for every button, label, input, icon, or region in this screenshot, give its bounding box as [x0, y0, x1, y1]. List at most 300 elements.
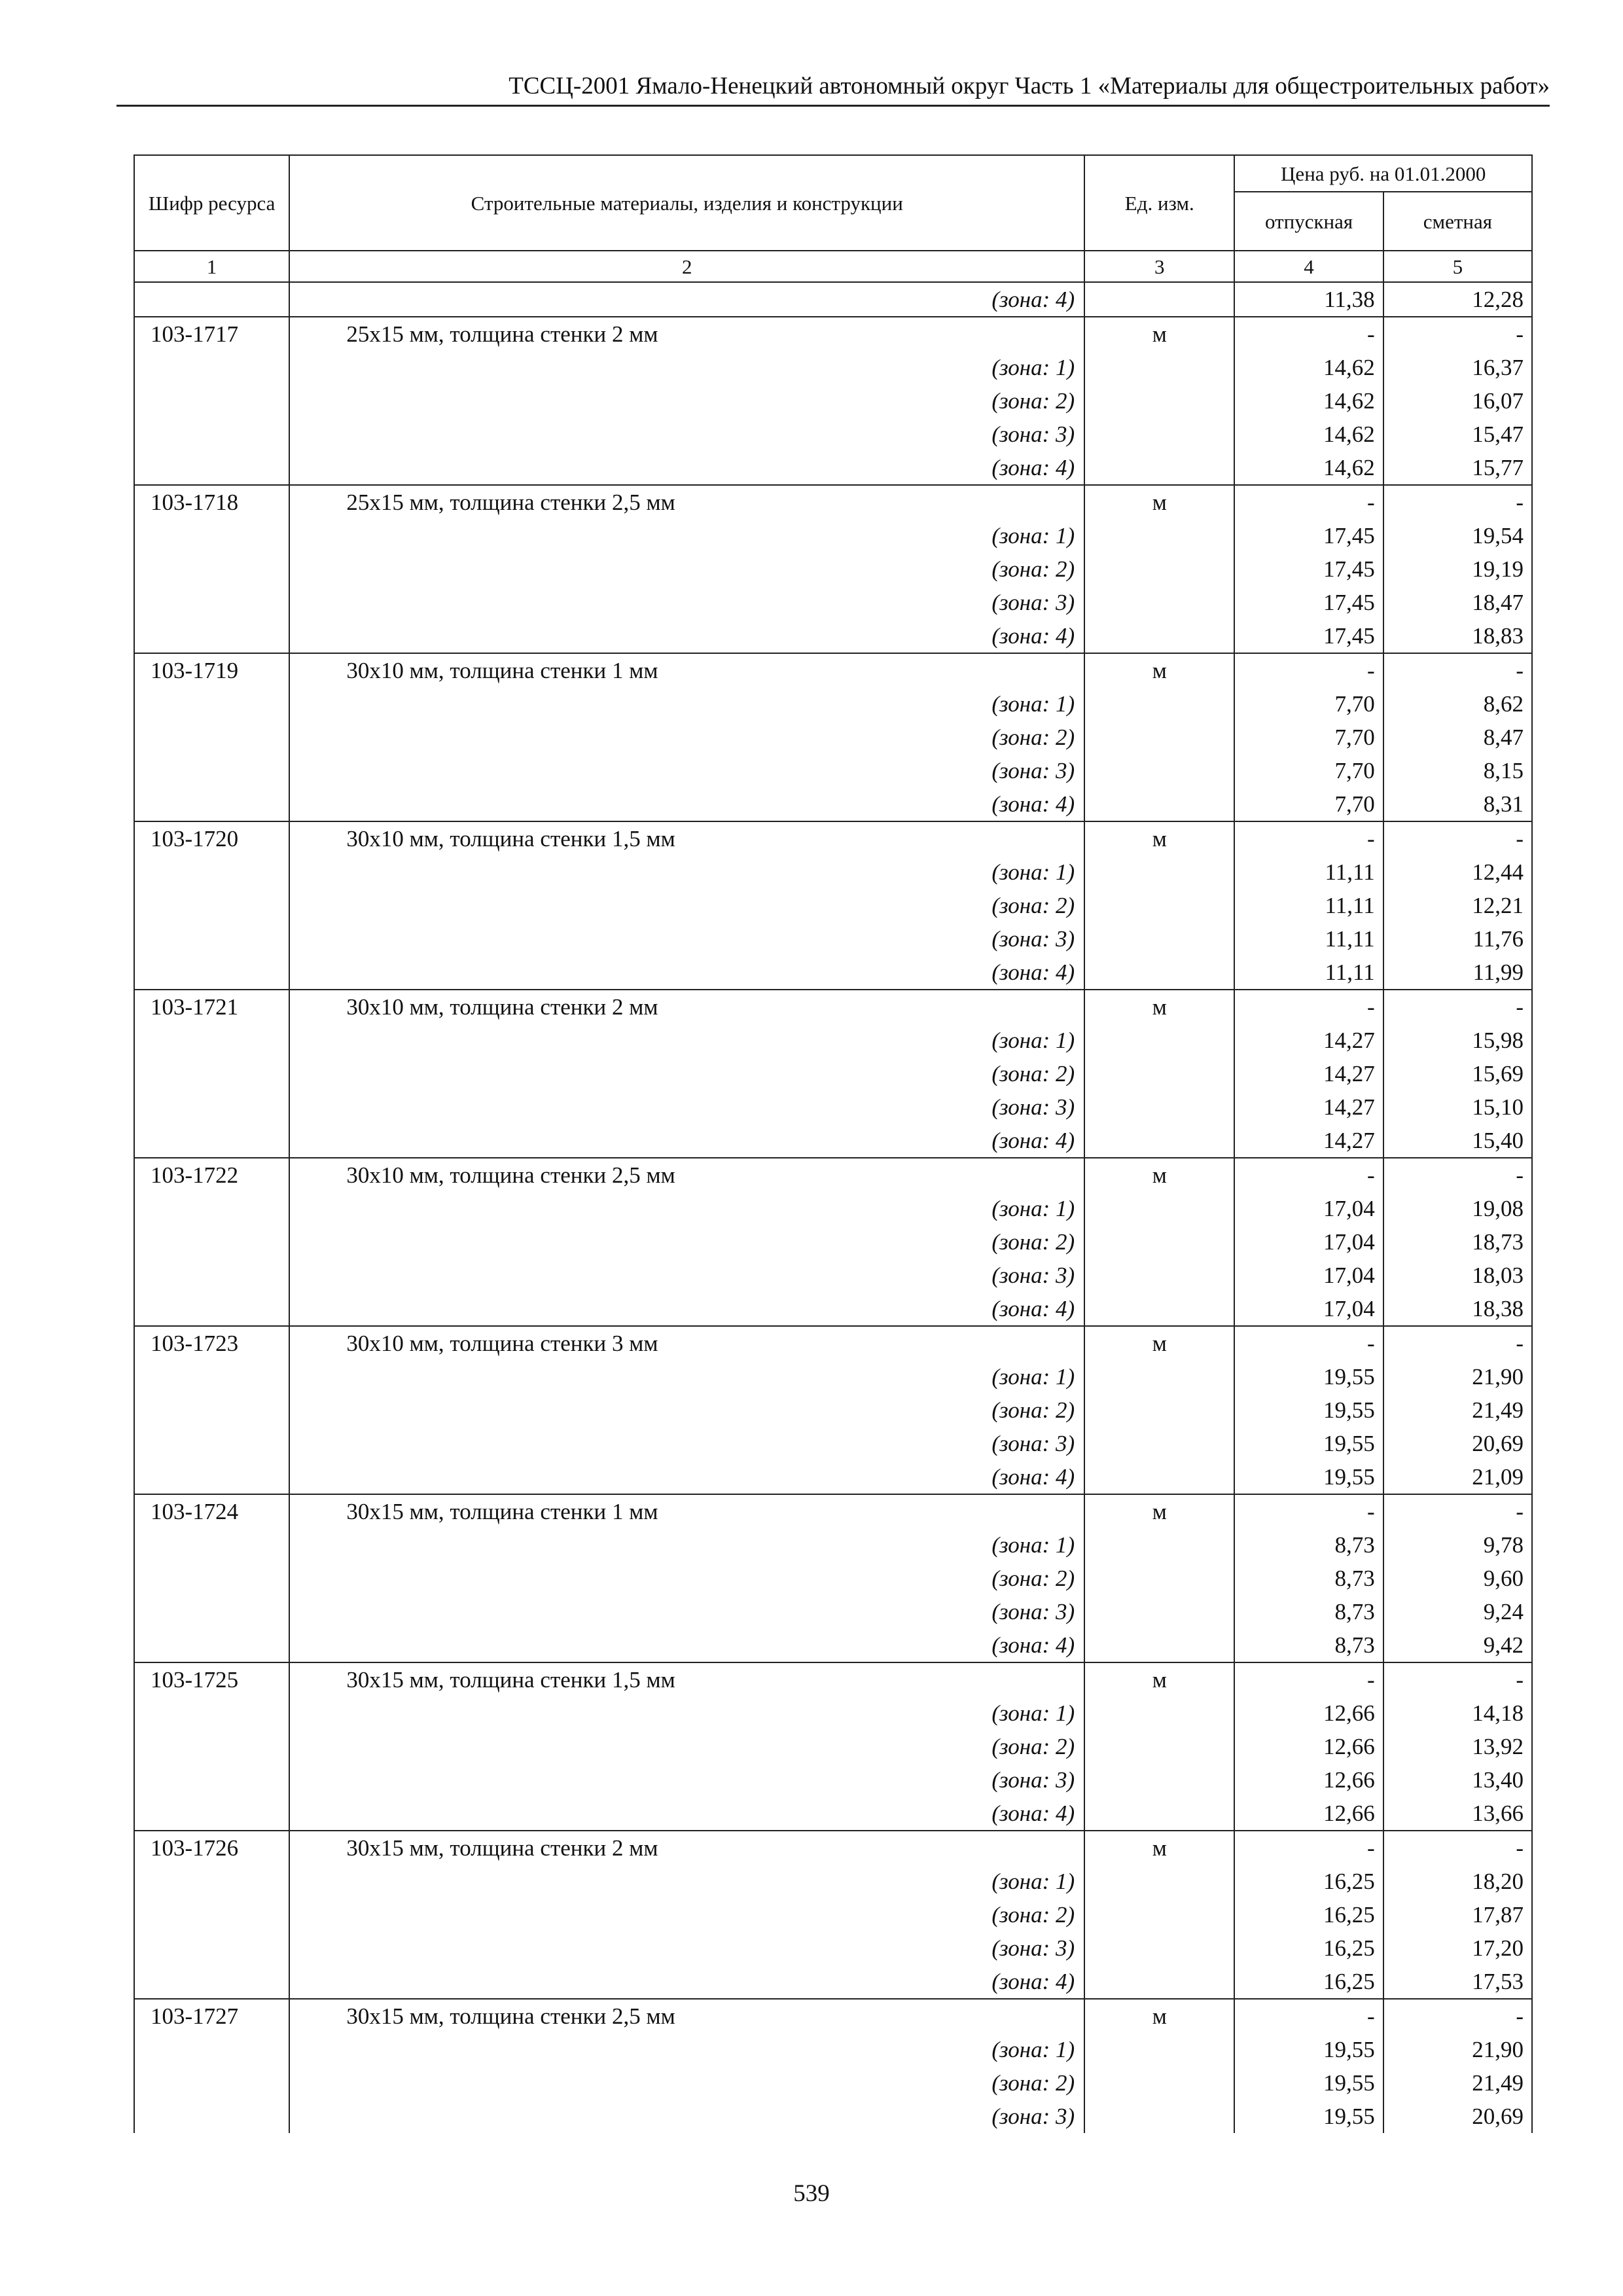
column-header-release: отпускная: [1234, 192, 1383, 251]
release-price: 8,73: [1234, 1628, 1383, 1662]
estimate-price: 19,54: [1383, 519, 1532, 552]
empty-cell: [1084, 1528, 1234, 1562]
unit-of-measure: м: [1084, 1158, 1234, 1192]
zone-row: [134, 586, 1532, 619]
empty-cell: [1084, 586, 1234, 619]
estimate-price: 9,78: [1383, 1528, 1532, 1562]
release-price: 11,38: [1234, 282, 1383, 317]
release-price: 8,73: [1234, 1562, 1383, 1595]
empty-cell: [1084, 1024, 1234, 1057]
estimate-price: -: [1383, 317, 1532, 351]
release-price: -: [1234, 1662, 1383, 1696]
empty-cell: [134, 1797, 289, 1831]
resource-row: [134, 485, 1532, 519]
estimate-price: 21,90: [1383, 1360, 1532, 1393]
release-price: 14,62: [1234, 451, 1383, 485]
empty-cell: [134, 1393, 289, 1427]
zone-label: (зона: 2): [289, 889, 1084, 922]
zone-row: [134, 2100, 1532, 2133]
resource-code: 103-1721: [134, 990, 289, 1024]
zone-row: [134, 1360, 1532, 1393]
zone-row: [134, 1696, 1532, 1730]
resource-row: [134, 653, 1532, 687]
estimate-price: 15,77: [1383, 451, 1532, 485]
zone-row: [134, 1898, 1532, 1931]
release-price: 7,70: [1234, 721, 1383, 754]
table-body: [134, 282, 1532, 2133]
resource-row: [134, 1158, 1532, 1192]
zone-row: [134, 1427, 1532, 1460]
zone-label: (зона: 4): [289, 451, 1084, 485]
zone-row: [134, 721, 1532, 754]
resource-code: 103-1719: [134, 653, 289, 687]
empty-cell: [1084, 1192, 1234, 1225]
empty-cell: [134, 1124, 289, 1158]
resource-code: 103-1723: [134, 1326, 289, 1360]
empty-cell: [134, 1595, 289, 1628]
empty-cell: [1084, 1460, 1234, 1494]
unit-of-measure: м: [1084, 821, 1234, 855]
release-price: 11,11: [1234, 956, 1383, 990]
zone-row: [134, 754, 1532, 787]
column-number: 4: [1234, 251, 1383, 282]
empty-cell: [1084, 1124, 1234, 1158]
empty-cell: [134, 1192, 289, 1225]
estimate-price: -: [1383, 821, 1532, 855]
release-price: 7,70: [1234, 687, 1383, 721]
estimate-price: 15,10: [1383, 1090, 1532, 1124]
release-price: 19,55: [1234, 2100, 1383, 2133]
release-price: 16,25: [1234, 1865, 1383, 1898]
release-price: 14,27: [1234, 1124, 1383, 1158]
zone-row: [134, 1292, 1532, 1326]
release-price: 17,45: [1234, 552, 1383, 586]
zone-label: (зона: 4): [289, 1460, 1084, 1494]
estimate-price: -: [1383, 1831, 1532, 1865]
zone-label: (зона: 2): [289, 1057, 1084, 1090]
zone-row: [134, 787, 1532, 821]
zone-label: (зона: 1): [289, 1865, 1084, 1898]
resource-name: 30x10 мм, толщина стенки 1 мм: [289, 653, 1084, 687]
empty-cell: [134, 1090, 289, 1124]
estimate-price: -: [1383, 1999, 1532, 2033]
zone-row: [134, 1865, 1532, 1898]
empty-cell: [1084, 1931, 1234, 1965]
column-header-code: Шифр ресурса: [134, 155, 289, 251]
estimate-price: 9,60: [1383, 1562, 1532, 1595]
zone-row: [134, 1024, 1532, 1057]
empty-cell: [134, 754, 289, 787]
empty-cell: [1084, 2066, 1234, 2100]
estimate-price: 18,03: [1383, 1259, 1532, 1292]
zone-label: (зона: 1): [289, 1696, 1084, 1730]
resource-row: [134, 1494, 1532, 1528]
release-price: -: [1234, 990, 1383, 1024]
unit-of-measure: м: [1084, 485, 1234, 519]
empty-cell: [1084, 552, 1234, 586]
empty-cell: [1084, 418, 1234, 451]
estimate-price: 8,15: [1383, 754, 1532, 787]
empty-cell: [1084, 1965, 1234, 1999]
empty-cell: [134, 687, 289, 721]
empty-cell: [134, 787, 289, 821]
unit-of-measure: м: [1084, 1662, 1234, 1696]
empty-cell: [1084, 519, 1234, 552]
estimate-price: 12,28: [1383, 282, 1532, 317]
estimate-price: 12,21: [1383, 889, 1532, 922]
column-number: 3: [1084, 251, 1234, 282]
estimate-price: 15,40: [1383, 1124, 1532, 1158]
resource-name: 25x15 мм, толщина стенки 2 мм: [289, 317, 1084, 351]
release-price: -: [1234, 1158, 1383, 1192]
empty-cell: [1084, 451, 1234, 485]
resource-code: 103-1727: [134, 1999, 289, 2033]
empty-cell: [134, 586, 289, 619]
release-price: 19,55: [1234, 1393, 1383, 1427]
zone-label: (зона: 4): [289, 619, 1084, 653]
zone-label: (зона: 3): [289, 754, 1084, 787]
zone-row: [134, 855, 1532, 889]
zone-row: [134, 1460, 1532, 1494]
empty-cell: [1084, 1898, 1234, 1931]
empty-cell: [1084, 1696, 1234, 1730]
page-header-title: ТССЦ-2001 Ямало-Ненецкий автономный округ Часть 1 «Материалы для общестроительных работ»: [508, 73, 1550, 99]
empty-cell: [134, 619, 289, 653]
empty-cell: [134, 2066, 289, 2100]
unit-of-measure: м: [1084, 990, 1234, 1024]
empty-cell: [134, 1628, 289, 1662]
zone-row: [134, 1797, 1532, 1831]
zone-label: (зона: 2): [289, 2066, 1084, 2100]
estimate-price: 13,92: [1383, 1730, 1532, 1763]
release-price: -: [1234, 653, 1383, 687]
zone-row: [134, 2033, 1532, 2066]
zone-label: (зона: 2): [289, 552, 1084, 586]
zone-row: [134, 418, 1532, 451]
zone-row: [134, 1730, 1532, 1763]
zone-label: (зона: 3): [289, 922, 1084, 956]
empty-cell: [1084, 1628, 1234, 1662]
empty-cell: [134, 922, 289, 956]
estimate-price: 12,44: [1383, 855, 1532, 889]
release-price: 17,45: [1234, 586, 1383, 619]
empty-cell: [134, 1931, 289, 1965]
empty-cell: [1084, 855, 1234, 889]
zone-row: [134, 1225, 1532, 1259]
empty-cell: [134, 721, 289, 754]
estimate-price: 19,19: [1383, 552, 1532, 586]
release-price: 17,45: [1234, 619, 1383, 653]
estimate-price: 15,69: [1383, 1057, 1532, 1090]
estimate-price: 21,49: [1383, 2066, 1532, 2100]
empty-cell: [1084, 1292, 1234, 1326]
zone-label: (зона: 3): [289, 1427, 1084, 1460]
release-price: 19,55: [1234, 1360, 1383, 1393]
estimate-price: 14,18: [1383, 1696, 1532, 1730]
zone-label: (зона: 3): [289, 1090, 1084, 1124]
zone-row: [134, 552, 1532, 586]
release-price: 12,66: [1234, 1696, 1383, 1730]
release-price: -: [1234, 1999, 1383, 2033]
estimate-price: 8,62: [1383, 687, 1532, 721]
zone-label: (зона: 1): [289, 1192, 1084, 1225]
zone-row: [134, 619, 1532, 653]
release-price: 19,55: [1234, 2066, 1383, 2100]
release-price: 11,11: [1234, 855, 1383, 889]
estimate-price: 19,08: [1383, 1192, 1532, 1225]
estimate-price: -: [1383, 1662, 1532, 1696]
release-price: 17,04: [1234, 1225, 1383, 1259]
estimate-price: 16,07: [1383, 384, 1532, 418]
release-price: 12,66: [1234, 1730, 1383, 1763]
empty-cell: [134, 418, 289, 451]
estimate-price: 9,24: [1383, 1595, 1532, 1628]
zone-label: (зона: 3): [289, 2100, 1084, 2133]
release-price: 12,66: [1234, 1763, 1383, 1797]
empty-cell: [1084, 384, 1234, 418]
zone-row: [134, 889, 1532, 922]
zone-label: (зона: 1): [289, 351, 1084, 384]
resource-row: [134, 1326, 1532, 1360]
resource-code: 103-1720: [134, 821, 289, 855]
zone-label: (зона: 4): [289, 787, 1084, 821]
resource-row: [134, 1831, 1532, 1865]
zone-row: [134, 922, 1532, 956]
zone-row: [134, 384, 1532, 418]
release-price: -: [1234, 821, 1383, 855]
empty-cell: [134, 1427, 289, 1460]
empty-cell: [134, 1562, 289, 1595]
zone-row: [134, 1528, 1532, 1562]
column-header-unit: Ед. изм.: [1084, 155, 1234, 251]
estimate-price: 8,47: [1383, 721, 1532, 754]
continuation-row: [134, 282, 1532, 317]
empty-cell: [1084, 787, 1234, 821]
resource-name: 30x10 мм, толщина стенки 2 мм: [289, 990, 1084, 1024]
resource-code: 103-1724: [134, 1494, 289, 1528]
estimate-price: 18,73: [1383, 1225, 1532, 1259]
price-table: [134, 154, 1533, 2133]
column-number: 2: [289, 251, 1084, 282]
resource-name: 30x15 мм, толщина стенки 2,5 мм: [289, 1999, 1084, 2033]
empty-cell: [134, 1696, 289, 1730]
zone-label: (зона: 1): [289, 519, 1084, 552]
empty-cell: [1084, 1090, 1234, 1124]
zone-row: [134, 1763, 1532, 1797]
empty-cell: [134, 1360, 289, 1393]
zone-row: [134, 1124, 1532, 1158]
zone-label: (зона: 3): [289, 418, 1084, 451]
zone-label: (зона: 1): [289, 687, 1084, 721]
release-price: 14,27: [1234, 1057, 1383, 1090]
header-rule: [116, 105, 1550, 107]
zone-row: [134, 1595, 1532, 1628]
resource-row: [134, 317, 1532, 351]
empty-cell: [134, 1259, 289, 1292]
resource-name: 30x15 мм, толщина стенки 1,5 мм: [289, 1662, 1084, 1696]
empty-cell: [134, 2100, 289, 2133]
empty-cell: [134, 1898, 289, 1931]
zone-label: (зона: 2): [289, 1225, 1084, 1259]
zone-row: [134, 1562, 1532, 1595]
unit-of-measure: м: [1084, 1831, 1234, 1865]
empty-cell: [1084, 1393, 1234, 1427]
resource-row: [134, 990, 1532, 1024]
zone-row: [134, 351, 1532, 384]
release-price: -: [1234, 1326, 1383, 1360]
zone-label: (зона: 2): [289, 1730, 1084, 1763]
estimate-price: 11,99: [1383, 956, 1532, 990]
column-header-estimate: сметная: [1383, 192, 1532, 251]
release-price: 14,27: [1234, 1090, 1383, 1124]
release-price: 14,62: [1234, 351, 1383, 384]
empty-cell: [134, 552, 289, 586]
estimate-price: 17,20: [1383, 1931, 1532, 1965]
release-price: 17,45: [1234, 519, 1383, 552]
empty-cell: [134, 384, 289, 418]
resource-name: 30x10 мм, толщина стенки 1,5 мм: [289, 821, 1084, 855]
estimate-price: 21,49: [1383, 1393, 1532, 1427]
estimate-price: 17,87: [1383, 1898, 1532, 1931]
empty-cell: [134, 1965, 289, 1999]
empty-cell: [1084, 619, 1234, 653]
empty-cell: [1084, 1562, 1234, 1595]
release-price: 17,04: [1234, 1192, 1383, 1225]
resource-code: 103-1726: [134, 1831, 289, 1865]
empty-cell: [1084, 721, 1234, 754]
zone-label: (зона: 2): [289, 1562, 1084, 1595]
empty-cell: [1084, 922, 1234, 956]
zone-row: [134, 1259, 1532, 1292]
resource-code: 103-1722: [134, 1158, 289, 1192]
zone-label: (зона: 4): [289, 1797, 1084, 1831]
empty-cell: [134, 1225, 289, 1259]
estimate-price: -: [1383, 653, 1532, 687]
release-price: 14,62: [1234, 418, 1383, 451]
empty-cell: [134, 451, 289, 485]
empty-cell: [1084, 1595, 1234, 1628]
zone-label: (зона: 3): [289, 1595, 1084, 1628]
table-header: [134, 155, 1532, 282]
estimate-price: 17,53: [1383, 1965, 1532, 1999]
zone-row: [134, 1931, 1532, 1965]
release-price: 19,55: [1234, 1460, 1383, 1494]
estimate-price: -: [1383, 990, 1532, 1024]
empty-cell: [134, 1460, 289, 1494]
resource-name: 30x10 мм, толщина стенки 3 мм: [289, 1326, 1084, 1360]
empty-cell: [1084, 1259, 1234, 1292]
release-price: -: [1234, 485, 1383, 519]
zone-row: [134, 1090, 1532, 1124]
empty-cell: [134, 1865, 289, 1898]
estimate-price: -: [1383, 1158, 1532, 1192]
page-number: 539: [793, 2180, 830, 2207]
release-price: 11,11: [1234, 889, 1383, 922]
resource-name: 30x10 мм, толщина стенки 2,5 мм: [289, 1158, 1084, 1192]
release-price: 19,55: [1234, 2033, 1383, 2066]
zone-row: [134, 2066, 1532, 2100]
resource-row: [134, 821, 1532, 855]
zone-row: [134, 1393, 1532, 1427]
zone-row: [134, 687, 1532, 721]
resource-code: 103-1718: [134, 485, 289, 519]
resource-code: 103-1725: [134, 1662, 289, 1696]
estimate-price: 13,40: [1383, 1763, 1532, 1797]
zone-label: (зона: 3): [289, 1763, 1084, 1797]
zone-row: [134, 451, 1532, 485]
zone-row: [134, 1965, 1532, 1999]
estimate-price: 8,31: [1383, 787, 1532, 821]
empty-cell: [134, 519, 289, 552]
release-price: -: [1234, 317, 1383, 351]
zone-row: [134, 1628, 1532, 1662]
estimate-price: 15,98: [1383, 1024, 1532, 1057]
zone-label: (зона: 4): [289, 956, 1084, 990]
zone-row: [134, 1192, 1532, 1225]
empty-cell: [1084, 1057, 1234, 1090]
zone-row: [134, 519, 1532, 552]
release-price: 7,70: [1234, 754, 1383, 787]
empty-cell: [134, 1024, 289, 1057]
empty-cell: [134, 2033, 289, 2066]
release-price: 12,66: [1234, 1797, 1383, 1831]
empty-cell: [1084, 1797, 1234, 1831]
zone-label: (зона: 3): [289, 1931, 1084, 1965]
resource-row: [134, 1662, 1532, 1696]
resource-name: 30x15 мм, толщина стенки 2 мм: [289, 1831, 1084, 1865]
empty-cell: [1084, 2033, 1234, 2066]
release-price: 17,04: [1234, 1292, 1383, 1326]
zone-label: (зона: 1): [289, 2033, 1084, 2066]
zone-label: (зона: 4): [289, 1628, 1084, 1662]
estimate-price: 20,69: [1383, 1427, 1532, 1460]
zone-label: (зона: 2): [289, 384, 1084, 418]
estimate-price: 21,09: [1383, 1460, 1532, 1494]
zone-row: [134, 956, 1532, 990]
release-price: 7,70: [1234, 787, 1383, 821]
estimate-price: 20,69: [1383, 2100, 1532, 2133]
empty-cell: [1084, 1427, 1234, 1460]
empty-cell: [134, 956, 289, 990]
empty-cell: [1084, 754, 1234, 787]
empty-cell: [1084, 889, 1234, 922]
empty-cell: [1084, 1225, 1234, 1259]
estimate-price: -: [1383, 1326, 1532, 1360]
unit-of-measure: м: [1084, 1494, 1234, 1528]
empty-cell: [1084, 1865, 1234, 1898]
estimate-price: 18,83: [1383, 619, 1532, 653]
release-price: 16,25: [1234, 1965, 1383, 1999]
release-price: 8,73: [1234, 1528, 1383, 1562]
column-header-name: Строительные материалы, изделия и конструкции: [289, 155, 1084, 251]
zone-label: (зона: 4): [289, 1124, 1084, 1158]
zone-label: (зона: 2): [289, 721, 1084, 754]
zone-label: (зона: 3): [289, 1259, 1084, 1292]
zone-label: (зона: 3): [289, 586, 1084, 619]
empty-cell: [134, 1730, 289, 1763]
empty-cell: [134, 1057, 289, 1090]
zone-label: (зона: 1): [289, 1528, 1084, 1562]
resource-code: 103-1717: [134, 317, 289, 351]
zone-label: (зона: 1): [289, 855, 1084, 889]
zone-label: (зона: 1): [289, 1360, 1084, 1393]
estimate-price: 18,38: [1383, 1292, 1532, 1326]
estimate-price: 16,37: [1383, 351, 1532, 384]
column-number: 1: [134, 251, 289, 282]
unit-of-measure: м: [1084, 653, 1234, 687]
estimate-price: 13,66: [1383, 1797, 1532, 1831]
release-price: 19,55: [1234, 1427, 1383, 1460]
